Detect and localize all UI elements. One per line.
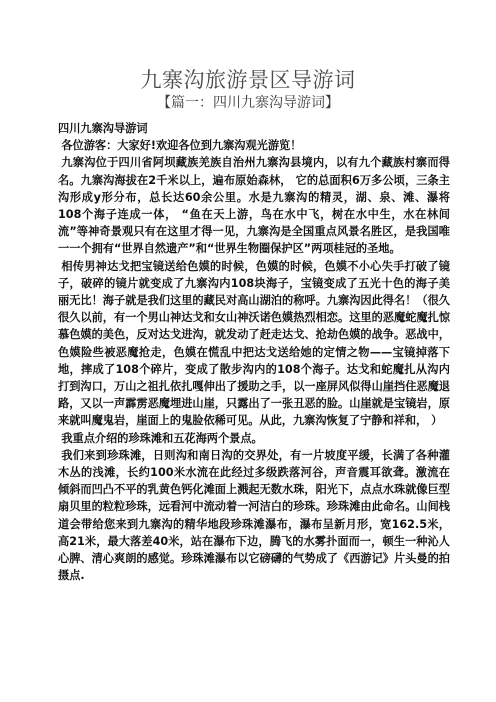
document-title: 九寨沟旅游景区导游词 xyxy=(140,68,356,92)
paragraph-overview: 九寨沟位于四川省阿坝藏族羌族自治州九寨沟县境内，以有九个藏族村寨而得名。九寨沟海拔在2千米以上，遍布原始森林， 它的总面积6万多公顷，三条主沟形成y形分布，总长达60余公里。水是九寨沟的精灵，湖、泉、滩、瀑将108个海子连成一体， “鱼在天上游，鸟在水中飞，树在水中生，水在林间流”等神奇景观只有在这里才得一见，九寨沟是全国重点风景名胜区，是我国唯一一个拥有“世界自然遗产”和“世界生物圈保护区”两项桂冠的圣地。 xyxy=(58,156,450,256)
paragraph-legend: 相传男神达戈把宝镜送给色嫫的时候，色嫫的时候，色嫫不小心失手打破了镜子，破碎的镜片就变成了九寨沟内108块海子，宝镜变成了五光十色的海子美丽无比！海子就是我们这里的藏民对高山湖泊的称呼。九寨沟因此得名！（很久很久以前，有一个男山神达戈和女山神沃诺色嫫热烈相恋。这里的恶魔蛇魔扎惊慕色嫫的美色，反对达戈进沟，就发动了赶走达戈、抢劫色嫫的战争。恶战中，色嫫险些被恶魔抢走，色嫫在慌乱中把达戈送给她的定情之物——宝镜掉落下地，摔成了108个碎片，变成了散步沟内的108个海子。达戈和蛇魔扎从沟内打到沟口，万山之祖扎依扎嘎伸出了援助之手，以一座屏风似得山崖挡住恶魔退路，又以一声霹雳恶魔埋进山崖，只露出了一张丑恶的脸。山崖就是宝镜岩，原来就叫魔鬼岩，崖面上的鬼脸依稀可见。从此，九寨沟恢复了宁静和祥和， ） xyxy=(58,259,450,428)
document-body xyxy=(58,120,450,584)
paragraph-intro-spots: 我重点介绍的珍珠滩和五花海两个景点。 xyxy=(61,431,263,445)
paragraph-pearl-shoal: 我们来到珍珠滩，日则沟和南日沟的交界处，有一片坡度平缓，长满了各种灌木丛的浅滩，长约100米水流在此经过多级跌落河谷，声音震耳欲聋。激流在倾斜而凹凸不平的乳黄色钙化滩面上溅起无数水珠，阳光下，点点水珠就像巨型扇贝里的粒粒珍珠，远看河中流动着一河洁白的珍珠。珍珠滩由此命名。山间栈道会带给您来到九寨沟的精华地段珍珠滩瀑布，瀑布呈新月形，宽162.5米，高21米，最大落差40米，站在瀑布下边，腾飞的水雾扑面而一，顿生一种沁人心脾、清心爽朗的感觉。珍珠滩瀑布以它磅礴的气势成了《西游记》片头曼的拍摄点. xyxy=(58,448,450,583)
section-heading: 四川九寨沟导游词 xyxy=(58,122,148,135)
paragraph-greeting: 各位游客：大家好!欢迎各位到九寨沟观光游览！ xyxy=(61,139,302,153)
document-subtitle: 【篇一：四川九寨沟导游词】 xyxy=(157,95,339,111)
